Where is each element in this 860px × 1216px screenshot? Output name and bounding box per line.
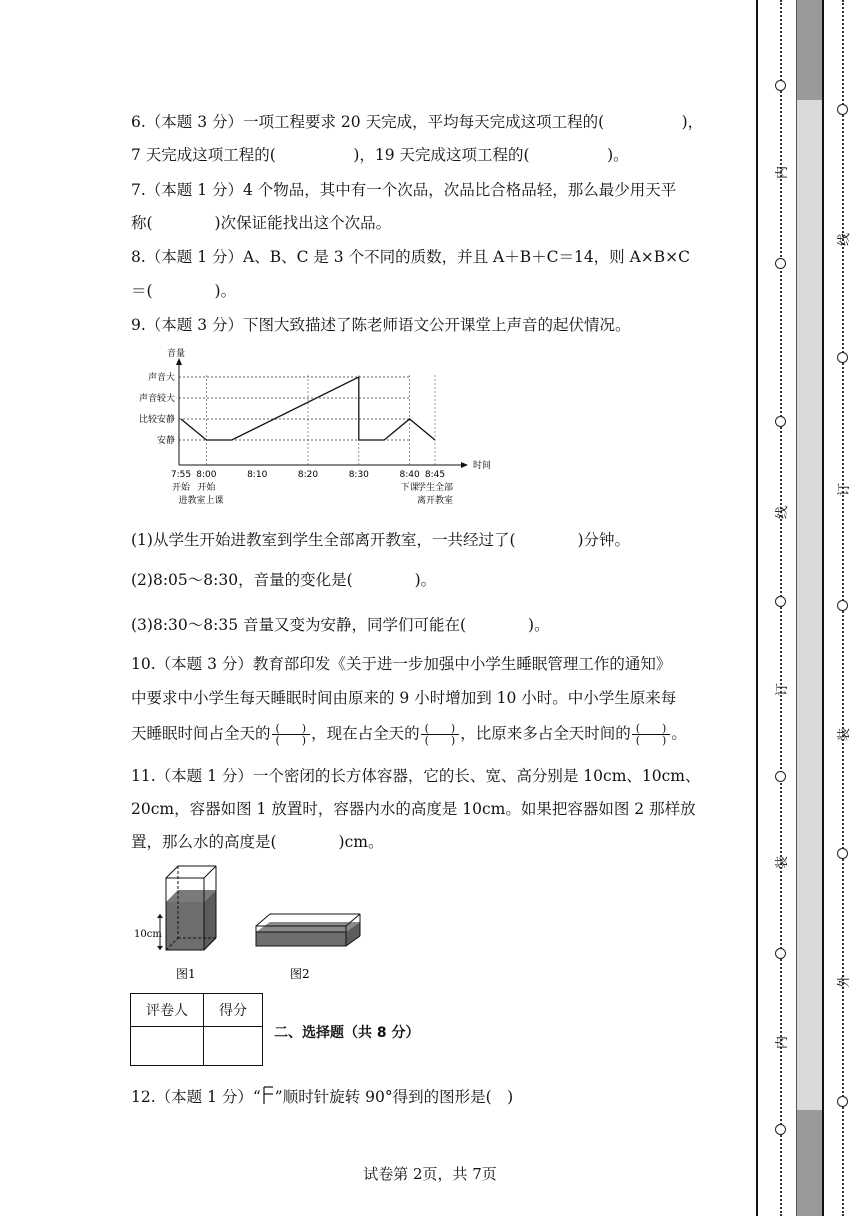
y-level-label: 声音大 <box>147 373 175 383</box>
q10-line3 <box>131 723 687 746</box>
x-note-label: 离开教室 <box>416 496 454 506</box>
x-tick-label: 8:30 <box>348 470 369 480</box>
x-tick-label: 8:10 <box>247 470 268 480</box>
x-tick-label: 8:45 <box>424 470 446 480</box>
q12-text-after: ”顺时针旋转 90°得到的图形是( ) <box>274 1088 514 1106</box>
x-note-label: 开始 <box>197 483 216 493</box>
reviewer-cell[interactable] <box>131 1027 204 1066</box>
y-axis-arrow <box>176 358 182 365</box>
q10-line2: 中要求中小学生每天睡眠时间由原来的 9 小时增加到 10 小时。中小学生原来每 <box>131 689 677 707</box>
q11-line3: 置，那么水的高度是( )cm。 <box>131 833 384 851</box>
binding-hole-2 <box>775 258 786 269</box>
section-title: 二、选择题（共 8 分） <box>274 1025 420 1041</box>
rotation-shape-icon <box>261 1085 275 1105</box>
binding-outer-hole-4 <box>837 848 848 859</box>
dim-10cm-label: 10cm <box>134 929 162 940</box>
binding-outer-hole-2 <box>837 352 848 363</box>
fraction-blank-2: $\frac{( )}{( )}$ <box>421 723 460 746</box>
binding-inner-label-2: 线 <box>775 505 791 520</box>
binding-outer-hole-3 <box>837 600 848 611</box>
binding-hole-5 <box>775 771 786 782</box>
figure-2-label: 图2 <box>290 967 310 981</box>
x-note-label: 下课 <box>400 483 419 493</box>
x-note-label: 进教室上课 <box>178 496 224 506</box>
q9-sub3: (3)8:30～8:35 音量又变为安静，同学们可能在( )。 <box>131 616 550 634</box>
binding-outer-label-2: 订 <box>837 482 853 497</box>
q12-text-before: 12.（本题 1 分）“ <box>131 1088 261 1106</box>
q9-line1: 9.（本题 3 分）下图大致描述了陈老师语文公开课堂上声音的起伏情况。 <box>131 316 631 334</box>
binding-outer-hole-5 <box>837 1096 848 1107</box>
binding-inner-label-4: 装 <box>775 855 791 870</box>
q8-line1: 8.（本题 1 分）A、B、C 是 3 个不同的质数，并且 A＋B＋C＝14，则 A×B×C <box>131 248 691 266</box>
binding-hole-6 <box>775 948 786 959</box>
x-tick-label: 8:40 <box>399 470 420 480</box>
fraction-blank-1: $\frac{( )}{( )}$ <box>272 723 311 746</box>
q6-line2: 7 天完成这项工程的( )，19 天完成这项工程的( )。 <box>131 146 629 164</box>
volume-line-chart <box>125 345 492 515</box>
x-axis-title: 时间 <box>473 461 492 471</box>
binding-outer-hole-1 <box>837 104 848 115</box>
q11-line2: 20cm，容器如图 1 放置时，容器内水的高度是 10cm。如果把容器如图 2 那样放 <box>131 800 696 818</box>
score-table <box>130 993 263 1066</box>
x-tick-label: 8:20 <box>297 470 319 480</box>
x-note-label: 开始 <box>171 483 191 493</box>
q8-line2: ＝( )。 <box>131 282 237 300</box>
binding-inner-label-5: 内 <box>775 1035 791 1050</box>
q7-line2: 称( )次保证能找出这个次品。 <box>131 214 392 232</box>
y-level-label: 比较安静 <box>138 415 175 425</box>
q10-text-d: 。 <box>671 724 687 743</box>
q6-line1: 6.（本题 3 分）一项工程要求 20 天完成，平均每天完成这项工程的( )， <box>131 113 704 131</box>
x-tick-label: 8:00 <box>196 470 217 480</box>
figure-1-label: 图1 <box>176 967 196 981</box>
q7-line1: 7.（本题 1 分）4 个物品，其中有一个次品，次品比合格品轻，那么最少用天平 <box>131 181 677 199</box>
page-footer: 试卷第 2页，共 7页 <box>363 1165 497 1183</box>
q10-text-b: ，现在占全天的 <box>311 724 420 743</box>
fraction-blank-3: $\frac{( )}{( )}$ <box>632 723 671 746</box>
reviewer-header: 评卷人 <box>131 994 204 1027</box>
q9-sub2: (2)8:05～8:30，音量的变化是( )。 <box>131 571 437 589</box>
score-cell[interactable] <box>204 1027 263 1066</box>
container-figures <box>130 860 370 990</box>
x-axis-arrow <box>461 462 468 468</box>
y-level-label: 声音较大 <box>138 394 175 404</box>
binding-outer-label-4: 外 <box>837 974 853 989</box>
q11-line1: 11.（本题 1 分）一个密闭的长方体容器，它的长、宽、高分别是 10cm、10cm、 <box>131 767 701 785</box>
figure-2-lying-box <box>256 914 360 946</box>
binding-inner-label-1: 内 <box>775 165 791 180</box>
binding-hole-1 <box>775 80 786 91</box>
q10-line1: 10.（本题 3 分）教育部印发《关于进一步加强中小学生睡眠管理工作的通知》 <box>131 655 672 673</box>
binding-hole-4 <box>775 596 786 607</box>
binding-outer-label-1: 线 <box>837 232 853 247</box>
score-header: 得分 <box>204 994 263 1027</box>
binding-hole-7 <box>775 1124 786 1135</box>
x-note-label: 学生全部 <box>416 483 454 493</box>
q10-text-c: ，比原来多占全天时间的 <box>460 724 631 743</box>
figure-1-upright-box <box>157 866 216 950</box>
q12-line <box>131 1085 513 1107</box>
binding-hole-3 <box>775 416 786 427</box>
binding-inner-label-3: 订 <box>775 682 791 697</box>
q10-text-a: 天睡眠时间占全天的 <box>131 724 271 743</box>
x-tick-label: 7:55 <box>170 470 192 480</box>
y-axis-title: 音量 <box>167 349 186 359</box>
binding-outer-label-3: 装 <box>837 727 853 742</box>
y-level-label: 安静 <box>156 436 175 446</box>
q9-sub1: (1)从学生开始进教室到学生全部离开教室，一共经过了( )分钟。 <box>131 531 631 549</box>
